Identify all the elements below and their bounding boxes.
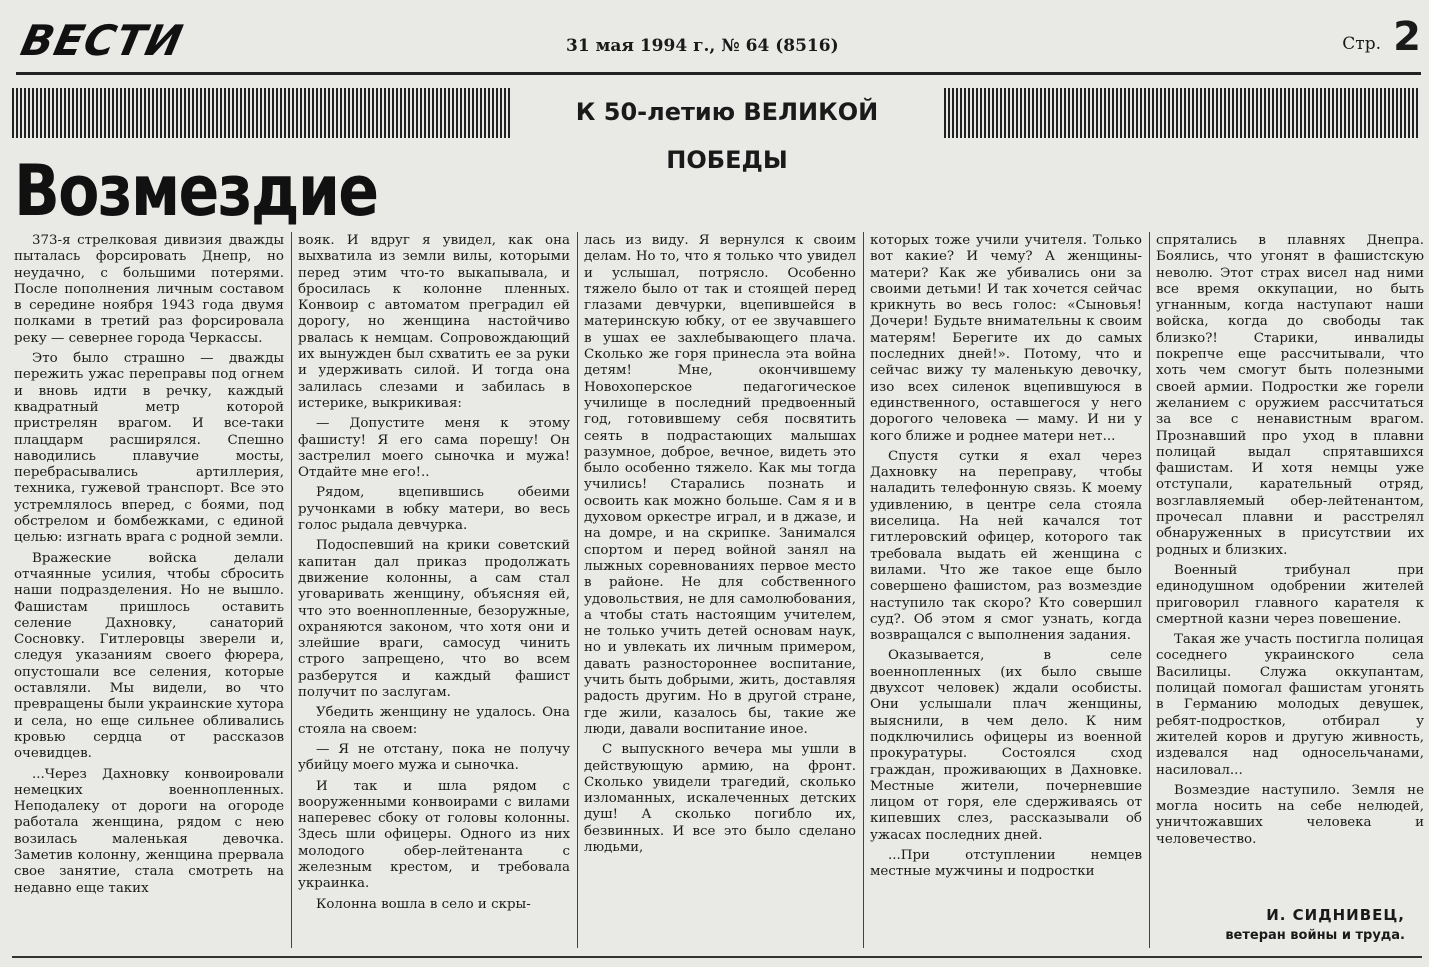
paragraph: — Допустите меня к этому фашисту! Я его сама порешу! Он застрелил моего сыночка и мужа! Отдайте мне его!..: [298, 416, 570, 481]
paragraph: вояк. И вдруг я увидел, как она выхватила из земли вилы, которыми перед этим что-то выкапывала, и бросилась к колонне пленных. Конвоир с автоматом преградил ей дорогу, но женщина настойчиво рвалась к немцам. Сопровождающий их вынужден был схватить ее за руки и удерживать силой. И тогда она залилась слезами и забилась в истерике, выкрикивая:: [298, 233, 570, 411]
paragraph: лась из виду. Я вернулся к своим делам. Но то, что я только что увидел и услышал, потрясло. Особенно тяжело было от так и стоящей перед глазами девчурки, вцепившейся в материнскую юбку, от ее звучавшего в ушах ее захлебывающего плача. Сколько же горя принесла эта война детям! Мне, окончившему Новохоперское педагогическое училище в последний предвоенный год, готовившему себя посвятить сеять в подрастающих малышах разумное, доброе, вечное, видеть это было особенно тяжело. Как мы тогда учились! Старались познать и освоить как можно больше. Сам я и в духовом оркестре играл, и в джазе, и на домре, и на скрипке. Занимался спортом и перед войной занял на лыжных соревнованиях первое место в районе. Не для собственного удовольствия, не для самолюбования, а чтобы стать настоящим учителем, не только учить детей основам наук, но и увлекать их личным примером, давать разностороннее воспитание, учить быть добрыми, жить, доставляя радость другим. Но в другой стране, где жили, казалось бы, такие же люди, давали воспитание иное.: [584, 233, 856, 737]
paragraph: — Я не отстану, пока не получу убийцу моего мужа и сыночка.: [298, 741, 570, 774]
column-5: [1156, 233, 1424, 901]
author-role: ветеран войны и труда.: [1225, 928, 1405, 943]
bottom-rule: [12, 956, 1422, 958]
paragraph: Возмездие наступило. Земля не могла носить на себе нелюдей, уничтожавших человека и человечество.: [1156, 782, 1424, 847]
paragraph: Оказывается, в селе военнопленных (их было свыше двухсот человек) ждали особисты. Они услышали плач женщины, выяснили, в чем дело. К ним подключились офицеры из военной прокуратуры. Состоялся сход граждан, проживающих в Дахновке. Местные жители, почерневшие лицом от горя, еле сдерживаясь от кипевших слез, рассказывали об ужасах последних дней.: [870, 648, 1142, 843]
column-4: [870, 233, 1142, 949]
paragraph: Колонна вошла в село и скры-: [316, 896, 531, 912]
paragraph: ...При отступлении немцев местные мужчины и подростки: [870, 847, 1142, 880]
column-3: [584, 233, 856, 949]
paragraph: Подоспевший на крики советский капитан дал приказ продолжать движение колонны, а сам стал уговаривать женщину, объясняя ей, что это военнопленные, безоружные, охраняются законом, что хотя они и злейшие враги, самосуд чинить строго запрещено, что во всем разберутся и каждый фашист получит по заслугам.: [298, 538, 570, 701]
paragraph: которых тоже учили учителя. Только вот какие? И чему? А женщины-матери? Как же убивались они за своими детьми! И так хочется сейчас крикнуть во весь голос: «Сыновья! Дочери! Будьте внимательны к своим матерям! Берегите их до самых последних дней!». Потому, что и сейчас вижу ту маленькую девочку, изо всех силенок вцепившуюся в единственного, оставшегося у него дорогого человека — маму. И ни у кого ближе и роднее матери нет...: [870, 233, 1142, 444]
paragraph: Это было страшно — дважды пережить ужас переправы под огнем и вновь идти в речку, каждый квадратный метр которой пристрелян врагом. И все-таки плацдарм расширялся. Спешно наводились плавучие мосты, перебрасывались артиллерия, техника, гужевой транспорт. Все это устремлялось вперед, с боями, под обстрелом и бомбежками, с единой целью: изгнать врага с родной земли.: [14, 351, 284, 546]
paragraph: С выпускного вечера мы ушли в действующую армию, на фронт. Сколько увидели трагедий, сколько изломанных, искалеченных детских душ! А сколько погибло их, безвинных. И все это было сделано людьми,: [584, 742, 856, 855]
column-divider: [1149, 232, 1150, 948]
paragraph: Вражеские войска делали отчаянные усилия, чтобы сбросить наши подразделения. Но не вышло. Фашистам пришлось оставить селение Дахновку, санаторий Сосновку. Гитлеровцы зверели и, следуя указаниям своего фюрера, опустошали все селения, которые оставляли. Мы видели, во что превращены были украинские хутора и села, но еще сильнее обливались кровью сердца от рассказов очевидцев.: [14, 550, 284, 762]
column-2: [298, 233, 570, 949]
paragraph: Спустя сутки я ехал через Дахновку на переправу, чтобы наладить телефонную связь. К моему удивлению, в центре села стояла виселица. На ней качался тот гитлеровский офицер, которого так требовала выдать ей женщина с вилами. Что же такое еще было совершено фашистом, раз возмездие наступило так скоро? Кто совершил суд?. Об этом я смог узнать, когда возвращался с выполнения задания.: [870, 448, 1142, 644]
page-number: 2: [1393, 14, 1421, 60]
column-divider: [577, 232, 578, 948]
masthead: [16, 8, 1421, 75]
paragraph: спрятались в плавнях Днепра. Боялись, что угонят в фашистскую неволю. Этот страх висел над ними все время оккупации, но быть угнанным, когда наступают наши войска, когда до свободы так близко?! Старики, инвалиды покрепче еще рассчитывали, что хоть чем смогут быть полезными своей армии. Подростки же горели желанием с оружием рассчитаться за все с ненавистным врагом. Прознавший про уход в плавни полицай выдал спрятавшихся фашистам. И хотя немцы уже отступали, карательный отряд, возглавляемый обер-лейтенантом, прочесал плавни и расстрелял обнаруженных в присутствии их родных и близких.: [1156, 233, 1424, 558]
paragraph: ...Через Дахновку конвоировали немецких военнопленных. Неподалеку от дороги на огороде работала женщина, рядом с нею возилась маленькая девочка. Заметив колонну, женщина прервала свое занятие, стала смотреть на недавно еще таких: [14, 766, 284, 896]
author-signature: [1225, 906, 1405, 943]
page-label: Стр.: [1342, 34, 1381, 54]
banner-text: К 50-летию ВЕЛИКОЙ ПОБЕДЫ: [512, 88, 942, 138]
paragraph: Убедить женщину не удалось. Она стояла на своем:: [298, 705, 570, 737]
paragraph: 373-я стрелковая дивизия дважды пыталась форсировать Днепр, но неудачно, с большими потерями. После пополнения личным составом в середине ноября 1943 года двумя полками в третий раз форсировала реку — севернее города Черкассы.: [14, 233, 284, 346]
section-banner: [12, 88, 1420, 174]
issue-date: 31 мая 1994 г., № 64 (8516): [566, 36, 839, 56]
article-title: Возмездие: [14, 150, 378, 232]
paragraph: Военный трибунал при единодушном одобрении жителей приговорил главного карателя к смертной казни через повешение.: [1156, 562, 1424, 627]
column-1: [14, 233, 284, 949]
column-divider: [291, 232, 292, 948]
paragraph: Рядом, вцепившись обеими ручонками в юбку матери, во весь голос рыдала девчурка.: [298, 485, 570, 534]
paragraph: Такая же участь постигла полицая соседнего украинского села Василицы. Служа оккупантам, полицай помогал фашистам угонять в Германию молодых девушек, ребят-подростков, отбирал у жителей коров и другую живность, издевался над односельчанами, насиловал...: [1156, 632, 1424, 778]
author-name: И. СИДНИВЕЦ,: [1266, 906, 1405, 924]
newspaper-logo: ВЕСТИ: [16, 16, 188, 65]
column-divider: [863, 232, 864, 948]
paragraph: И так и шла рядом с вооруженными конвоирами с вилами наперевес сбоку от головы колонны. Здесь шли офицеры. Одного из них молодого обер-лейтенанта с железным крестом, и требовала украинка.: [298, 778, 570, 892]
